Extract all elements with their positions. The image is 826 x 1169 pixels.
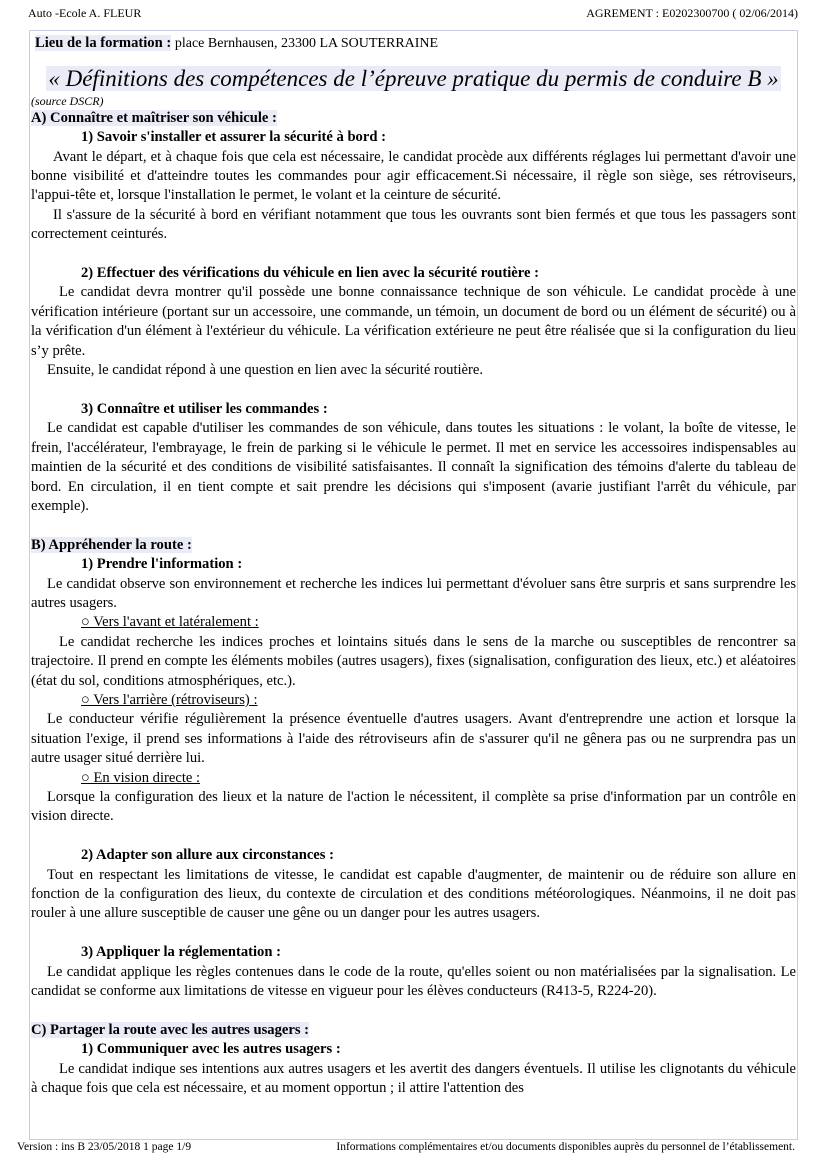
section-b1-paragraph-1: Le candidat observe son environnement et recherche les indices lui permettant d'évoluer sans être surpris et sans surprendre les autres usagers. [31, 575, 796, 611]
section-a3-heading: 3) Connaître et utiliser les commandes : [81, 400, 328, 417]
section-a2-paragraph-2: Ensuite, le candidat répond à une question en lien avec la sécurité routière. [47, 362, 484, 379]
section-b1-heading: 1) Prendre l'information : [81, 556, 243, 573]
page-title: « Définitions des compétences de l’épreuve pratique du permis de conduire B » [48, 66, 779, 92]
location-label: Lieu de la formation : [35, 35, 172, 51]
section-a2-paragraph-1: Le candidat devra montrer qu'il possède une bonne connaissance technique de son véhicule. Le candidat procède à une vérification intérieure (portant sur un accessoire, une commande, un témoin, un document de bord ou un élément de sécurité) ou à la vérification d'un élément à l'extérieur du véhicule. La vérification extérieure ne peut être réalisée que si la configuration du lieu s’y prête. [31, 284, 796, 359]
section-b1-option-3-text: Lorsque la configuration des lieux et la nature de l'action le nécessitent, il complète sa prise d'information par un contrôle en vision directe. [31, 788, 796, 825]
section-b1-option-1-label: ○ Vers l'avant et latéralement : [81, 614, 259, 631]
section-b1-option-1-text: Le candidat recherche les indices proches et lointains situés dans le sens de la marche ou susceptibles de rencontrer sa trajectoire. Il prend en compte les éléments mobiles (autres usagers), fixes (signalisation, configuration des lieux, etc.) et aléatoires (état du sol, conditions atmosphériques, etc.). [31, 633, 796, 689]
section-b2-paragraph-1: Tout en respectant les limitations de vitesse, le candidat est capable d'augmenter, de maintenir ou de réduire son allure en fonction de la configuration des lieux, du contexte de circulation et des conditions météorologiques. Néanmoins, il ne doit pas rouler à une allure susceptible de causer une gêne ou un danger pour les autres usagers. [31, 866, 796, 922]
footer-info: Informations complémentaires et/ou documents disponibles auprès du personnel de l’établissement. [336, 1141, 795, 1153]
spacer [31, 516, 796, 535]
section-a-heading: A) Connaître et maîtriser son véhicule : [31, 109, 277, 126]
section-a2-heading: 2) Effectuer des vérifications du véhicule en lien avec la sécurité routière : [81, 265, 539, 282]
section-a1-paragraph-2: Il s'assure de la sécurité à bord en vérifiant notamment que tous les ouvrants sont bien fermés et que tous les passagers sont correctement ceinturés. [31, 206, 796, 243]
document-body [31, 34, 796, 1098]
section-c-heading: C) Partager la route avec les autres usagers : [31, 1021, 310, 1038]
section-b1-option-2-text: Le conducteur vérifie régulièrement la présence éventuelle d'autres usagers. Avant d'entreprendre une action et lorsque la situation l'exige, il prend ses informations à l'aide des rétroviseurs afin de s'assurer qu'il ne gênera pas ou ne surprendra pas un autre usager situé derrière lui. [31, 711, 796, 767]
spacer [31, 380, 796, 399]
section-b1-option-3-label: ○ En vision directe : [81, 769, 201, 786]
section-c1-paragraph-1: Le candidat indique ses intentions aux autres usagers et les avertit des dangers éventuels. Il utilise les clignotants du véhicule à chaque fois que cela est nécessaire, et au moment opportun ; il attire l'attention des [31, 1060, 796, 1097]
section-b3-paragraph-1: Le candidat applique les règles contenues dans le code de la route, qu'elles soient ou non matérialisées par la signalisation. Le candidat se conforme aux limitations de vitesse en vigueur pour les élèves conducteurs (R413-5, R224-20). [31, 963, 796, 1000]
source-note: (source DSCR) [31, 93, 104, 108]
location-value: place Bernhausen, 23300 LA SOUTERRAINE [174, 36, 439, 51]
spacer [31, 1001, 796, 1020]
footer-version: Version : ins B 23/05/2018 1 page 1/9 [17, 1141, 192, 1153]
section-b-heading: B) Appréhender la route : [31, 536, 192, 553]
header-school-name: Auto -Ecole A. FLEUR [28, 6, 142, 20]
spacer [31, 827, 796, 846]
section-a3-paragraph-1: Le candidat est capable d'utiliser les commandes de son véhicule, dans toutes les situations : le volant, la boîte de vitesse, le frein, l'accélérateur, l'embrayage, le frein de parking si le véhicule le permet. Il met en service les accessoires indispensables au maintien de la sécurité et des conditions de visibilité satisfaisantes. Il connaît la signification des témoins d'alerte du tableau de bord. En circulation, il en tient compte et sait prendre les décisions qui s'imposent (avarie justifiant l'arrêt du véhicule, par exemple). [31, 420, 796, 514]
section-a1-heading: 1) Savoir s'installer et assurer la sécurité à bord : [81, 129, 386, 146]
title-block [31, 65, 796, 92]
section-b1-option-2-label: ○ Vers l'arrière (rétroviseurs) : [81, 691, 258, 708]
section-b3-heading: 3) Appliquer la réglementation : [81, 944, 281, 961]
spacer [31, 245, 796, 264]
header-agreement: AGREMENT : E0202300700 ( 02/06/2014) [586, 6, 798, 20]
section-c1-heading: 1) Communiquer avec les autres usagers : [81, 1041, 341, 1058]
training-location [31, 34, 796, 53]
section-b2-heading: 2) Adapter son allure aux circonstances : [81, 847, 334, 864]
spacer [31, 924, 796, 943]
section-a1-paragraph-1: Avant le départ, et à chaque fois que cela est nécessaire, le candidat procède aux différents réglages lui permettant d'avoir une bonne visibilité et d'atteindre toutes les commandes pour agir efficacement.Si nécessaire, il règle son siège, ses rétroviseurs, l'appui-tête et, lorsque l'installation le permet, le volant et la ceinture de sécurité. [31, 148, 796, 204]
